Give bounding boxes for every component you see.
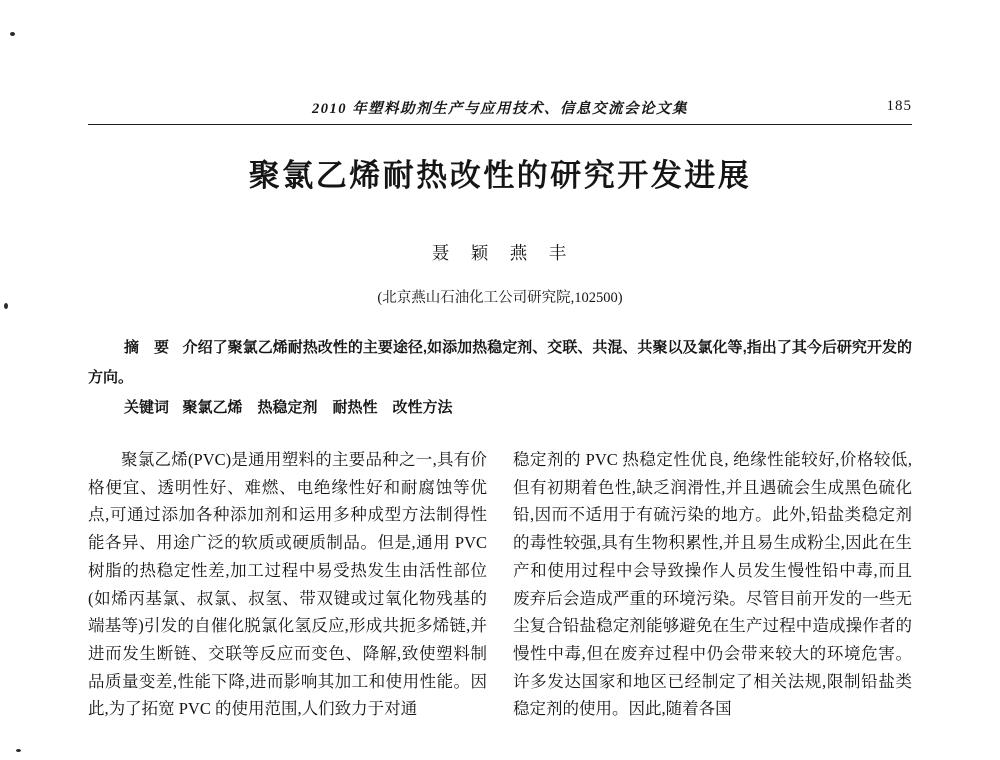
body-columns (88, 446, 912, 723)
scan-artifact (10, 32, 15, 36)
keywords-label: 关键词 (124, 399, 170, 416)
proceedings-title: 2010 年塑料助剂生产与应用技术、信息交流会论文集 (311, 101, 689, 117)
keywords-line (88, 393, 912, 423)
body-left-column: 聚氯乙烯(PVC)是通用塑料的主要品种之一,具有价格便宜、透明性好、难燃、电绝缘性好和耐腐蚀等优点,可通过添加各种添加剂和运用多种成型方法制得性能各异、用途广泛的软质或硬质制品。但是,通用 PVC 树脂的热稳定性差,加工过程中易受热发生由活性部位(如烯丙基氯、叔氯、叔氢、带双键或过氧化物残基的端基等)引发的自催化脱氯化氢反应,形成共扼多烯链,并进而发生断链、交联等反应而变色、降解,致使塑料制品质量变差,性能下降,进而影响其加工和使用性能。因此,为了拓宽 PVC 的使用范围,人们致力于对通 (88, 450, 487, 719)
page-number: 185 (886, 98, 912, 114)
abstract-paragraph (88, 333, 912, 393)
body-right-column: 稳定剂的 PVC 热稳定性优良, 绝缘性能较好,价格较低,但有初期着色性,缺乏润滑性,并且遇硫会生成黑色硫化铅,因而不适用于有硫污染的地方。此外,铅盐类稳定剂的毒性较强,具有生物积累性,并且易生成粉尘,因此在生产和使用过程中会导致操作人员发生慢性铅中毒,而且废弃后会造成严重的环境污染。尽管目前开发的一些无尘复合铅盐稳定剂能够避免在生产过程中造成操作者的慢性中毒,但在废弃过程中仍会带来较大的环境危害。许多发达国家和地区已经制定了相关法规,限制铅盐类稳定剂的使用。因此,随着各国 (513, 450, 912, 719)
abstract-text: 介绍了聚氯乙烯耐热改性的主要途径,如添加热稳定剂、交联、共混、共聚以及氯化等,指出了其今后研究开发的方向。 (88, 339, 912, 386)
article-title: 聚氯乙烯耐热改性的研究开发进展 (248, 158, 752, 193)
author-affiliation: (北京燕山石油化工公司研究院,102500) (377, 290, 623, 306)
scan-artifact (16, 749, 21, 752)
abstract-label: 摘 要 (124, 339, 170, 356)
keywords-text: 聚氯乙烯 热稳定剂 耐热性 改性方法 (182, 399, 453, 416)
running-header (88, 97, 912, 119)
header-rule (88, 124, 912, 125)
author-names: 聂 颖 燕 丰 (431, 243, 569, 263)
